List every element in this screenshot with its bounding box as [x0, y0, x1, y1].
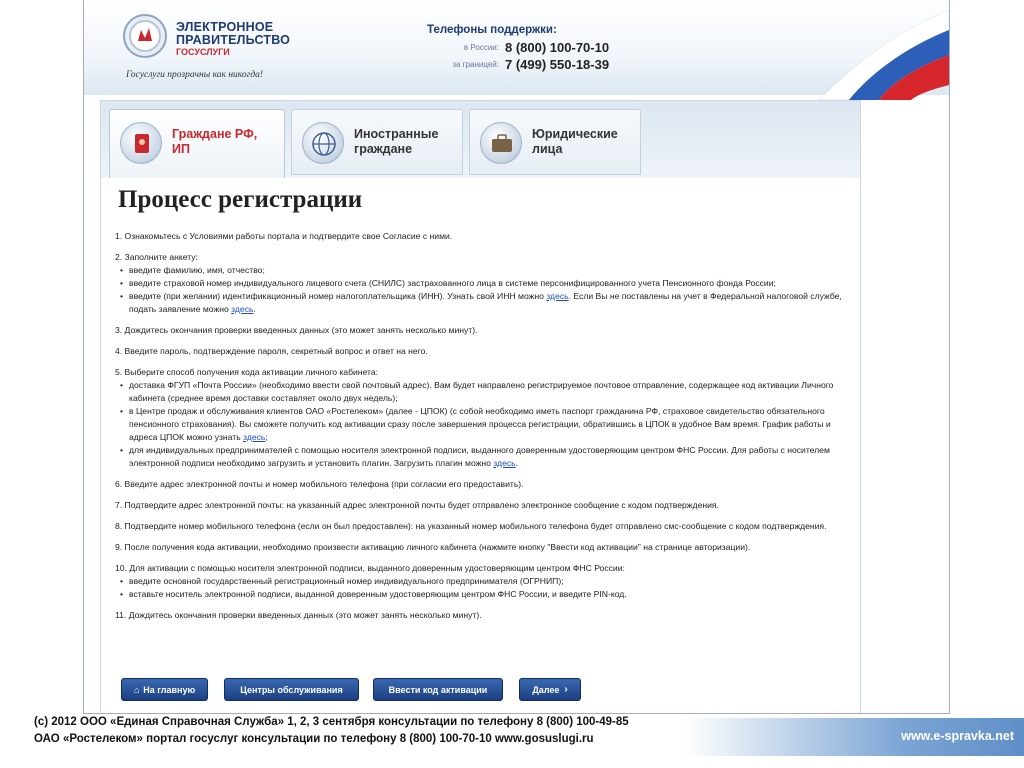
home-button-label: На главную: [143, 684, 196, 695]
step-10-bullet-2: • вставьте носитель электронной подписи, выданной доверенным удостоверяющим центром ФНС России, и введите PIN-код.: [115, 588, 850, 601]
step-4: 4. Введите пароль, подтверждение пароля, секретный вопрос и ответ на него.: [115, 346, 428, 356]
step-5-bullet-2-text: в Центре продаж и обслуживания клиентов ОАО «Ростелеком» (далее - ЦПОК) (с собой необходимо иметь паспорт гражданина РФ, страховое свидетельство обязательного пенсионного страхования). Вы сможете получить код активации сразу после завершения процесса регистрации, обратившись в ЦПОК в удобное Вам время. График работы и адреса ЦПОК можно узнать: [129, 406, 831, 442]
inn-link[interactable]: здесь: [546, 291, 569, 301]
tab-foreign-citizens[interactable]: [291, 109, 463, 175]
step-5-bullet-1: • доставка ФГУП «Почта России» (необходимо ввести свой почтовый адрес). Вам будет направлено регистрируемое почтовое отправление, содержащее код активации Личного кабинета (среднее время доставки составляет около двух недель);: [115, 379, 850, 405]
tab-legal-entities-label: Юридические лица: [532, 127, 618, 156]
phone-abroad-number: 7 (499) 550-18-39: [505, 57, 610, 72]
step-5-bullet-2: • в Центре продаж и обслуживания клиентов ОАО «Ростелеком» (далее - ЦПОК) (с собой необходимо иметь паспорт гражданина РФ, страховое свидетельство обязательного пенсионного страхования). Вы сможете получить код активации сразу после завершения процесса регистрации, обратившись в ЦПОК в удобное Вам время. График работы и адреса ЦПОК можно узнать здесь;: [115, 405, 850, 444]
site-header: [84, 0, 949, 95]
tab-foreign-citizens-label: Иностранные граждане: [354, 127, 439, 156]
step-5-bullet-3-text: для индивидуальных предпринимателей с помощью носителя электронной подписи, выданного доверенным удостоверяющим центром ФНС России. Для работы с носителем электронной подписи необходимо загрузить и установить плагин. Загрузить плагин можно: [129, 445, 830, 468]
russian-flag-ribbon: [799, 0, 949, 100]
home-icon: ⌂: [133, 684, 140, 695]
step-3: 3. Дождитесь окончания проверки введенных данных (это может занять несколько минут).: [115, 325, 478, 335]
step-10-title: 10. Для активации с помощью носителя электронной подписи, выданного доверенным удостоверяющим центром ФНС России:: [115, 563, 625, 573]
phone-abroad-label: за границей:: [452, 60, 499, 69]
briefcase-icon: [480, 122, 522, 164]
logo-title-line1: ЭЛЕКТРОННОЕ: [176, 20, 274, 34]
globe-icon: [302, 122, 344, 164]
site-url[interactable]: www.e-spravka.net: [901, 729, 1014, 743]
tab-citizens-rf[interactable]: [109, 109, 285, 179]
next-button-label: Далее: [532, 684, 560, 695]
cpok-addresses-link[interactable]: здесь: [243, 432, 266, 442]
support-phones-title: Телефоны поддержки:: [427, 24, 557, 36]
step-2-bullet-2: • введите страховой номер индивидуального лицевого счета (СНИЛС) застрахованного лица в системе персонифицированного учета Пенсионного фонда России;: [115, 277, 850, 290]
step-2-bullet-3-text-a: введите (при желании) идентификационный номер налогоплательщика (ИНН). Узнать свой ИНН можно: [129, 291, 544, 301]
footer-line-1: (с) 2012 ООО «Единая Справочная Служба» 1, 2, 3 сентября консультации по телефону 8 (800) 100-49-85: [34, 716, 629, 728]
phone-abroad-row: [384, 57, 684, 73]
fns-application-link[interactable]: здесь: [231, 304, 254, 314]
phone-russia-number: 8 (800) 100-70-10: [505, 40, 610, 55]
logo-subtitle: ГОСУСЛУГИ: [176, 47, 230, 57]
phone-russia-label: в России:: [463, 43, 499, 52]
slide-footer: [0, 714, 1024, 768]
tab-legal-entities[interactable]: [469, 109, 641, 175]
step-5-bullet-3: • для индивидуальных предпринимателей с помощью носителя электронной подписи, выданного доверенным удостоверяющим центром ФНС России. Для работы с носителем электронной подписи необходимо загрузить и установить плагин. Загрузить плагин можно здесь.: [115, 444, 850, 470]
registration-steps: [115, 230, 850, 630]
logo-title-line2: ПРАВИТЕЛЬСТВО: [176, 33, 291, 47]
step-2-bullet-1: • введите фамилию, имя, отчество;: [115, 264, 850, 277]
service-centers-button-label: Центры обслуживания: [240, 684, 343, 695]
service-centers-button[interactable]: [224, 678, 359, 701]
page-title: Процесс регистрации: [118, 186, 363, 213]
user-type-tabs: [100, 100, 861, 178]
gosuslugi-logo-icon: [122, 13, 168, 59]
step-2-bullet-3-text-b: . Если Вы не поставлены на учет в Федеральной налоговой службе, подать заявление можно: [129, 291, 842, 314]
step-2-title: 2. Заполните анкету:: [115, 252, 198, 262]
home-button[interactable]: [121, 678, 208, 701]
step-7: 7. Подтвердите адрес электронной почты: на указанный адрес электронной почты будет отправлено электронное сообщение с кодом подтверждения.: [115, 500, 719, 510]
chevron-right-icon: ›: [564, 684, 568, 695]
slogan: Госуслуги прозрачны как никогда!: [126, 70, 264, 80]
step-2-bullet-3: • введите (при желании) идентификационный номер налогоплательщика (ИНН). Узнать свой ИНН можно здесь. Если Вы не поставлены на учет в Федеральной налоговой службе, подать заявление можно здесь.: [115, 290, 850, 316]
main-content: [100, 178, 861, 714]
step-11: 11. Дождитесь окончания проверки введенных данных (это может занять несколько минут).: [115, 610, 482, 620]
step-10-bullet-1: • введите основной государственный регистрационный номер индивидуального предпринимателя (ОГРНИП);: [115, 575, 850, 588]
step-10: [115, 562, 850, 601]
footer-line-2: ОАО «Ростелеком» портал госуслуг консультации по телефону 8 (800) 100-70-10 www.gosuslugi.ru: [34, 733, 594, 745]
step-9: 9. После получения кода активации, необходимо произвести активацию личного кабинета (нажмите кнопку "Ввести код активации" на странице авторизации).: [115, 542, 751, 552]
footer-band: [684, 718, 1024, 756]
browser-screenshot: [83, 0, 950, 714]
enter-activation-code-button-label: Ввести код активации: [388, 684, 488, 695]
step-5-title: 5. Выберите способ получения кода активации личного кабинета:: [115, 367, 379, 377]
next-button[interactable]: [519, 678, 581, 701]
tab-citizens-rf-label: Граждане РФ, ИП: [172, 127, 258, 156]
step-5: [115, 366, 850, 470]
step-1: 1. Ознакомьтесь с Условиями работы портала и подтвердите свое Согласие с ними.: [115, 231, 453, 241]
plugin-download-link[interactable]: здесь: [493, 458, 516, 468]
step-8: 8. Подтвердите номер мобильного телефона (если он был предоставлен): на указанный номер мобильного телефона будет отправлено смс-сообщение с кодом подтверждения.: [115, 521, 827, 531]
step-2: [115, 251, 850, 316]
step-6: 6. Введите адрес электронной почты и номер мобильного телефона (при согласии его предоставить).: [115, 479, 524, 489]
passport-icon: [120, 122, 162, 164]
enter-activation-code-button[interactable]: [373, 678, 503, 701]
phone-russia-row: [384, 40, 684, 56]
